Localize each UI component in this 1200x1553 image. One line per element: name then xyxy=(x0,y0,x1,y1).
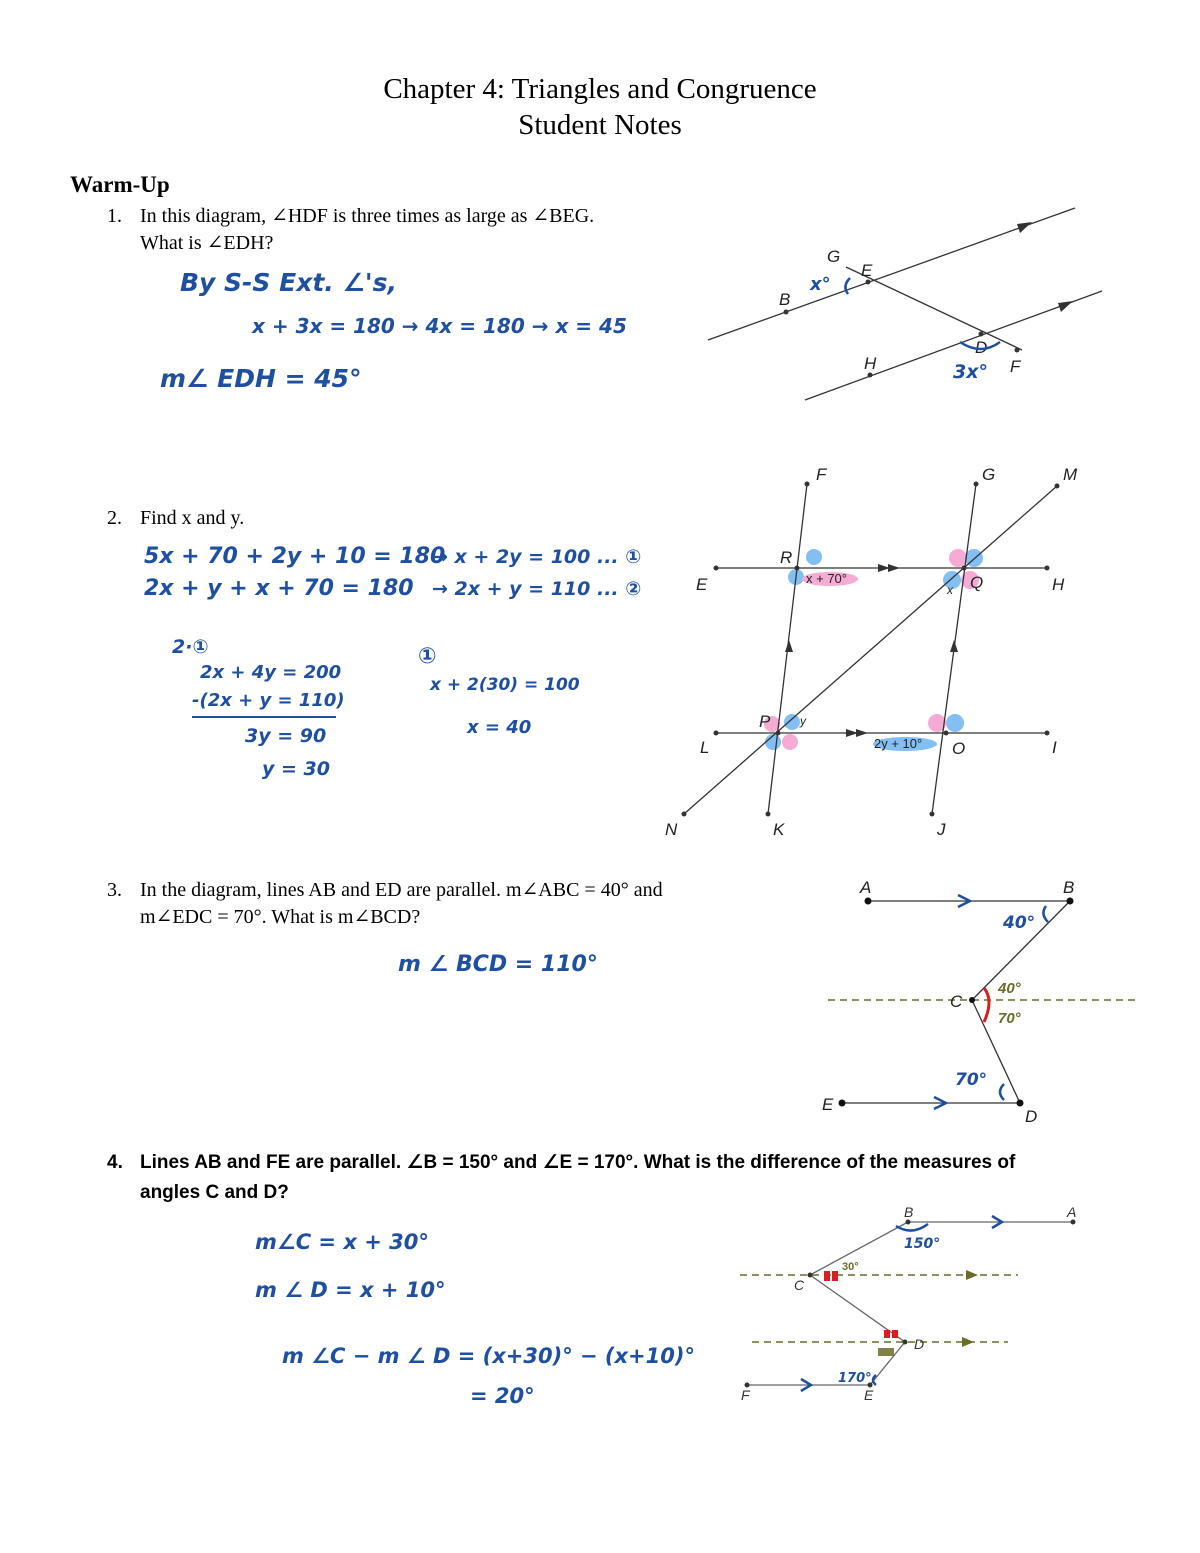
q2-work-eq1: 5x + 70 + 2y + 10 = 180 xyxy=(144,544,446,569)
q1-angle-x: x° xyxy=(810,274,831,295)
q2-label-l: L xyxy=(700,738,710,757)
q3-angle-d: 70° xyxy=(955,1070,988,1090)
question-3-line1: In the diagram, lines AB and ED are parallel. m∠ABC = 40° and xyxy=(140,879,663,901)
q2-label-f: F xyxy=(816,465,827,484)
q1-work-line2: x + 3x = 180 → 4x = 180 → x = 45 xyxy=(252,314,627,338)
q1-work-line3: m∠ EDH = 45° xyxy=(160,364,362,393)
q4-work-d: m ∠ D = x + 10° xyxy=(255,1278,446,1302)
q1-label-h: H xyxy=(864,354,877,373)
q4-angle-c: 30° xyxy=(842,1261,859,1273)
q2-work-b2: x = 40 xyxy=(467,717,532,738)
q2-work-eq1-simplified: → x + 2y = 100 ... ① xyxy=(432,546,642,568)
q2-var-y: y xyxy=(800,714,806,728)
q2-label-o: O xyxy=(952,739,966,758)
q3-angle-b: 40° xyxy=(1003,913,1036,933)
q2-work-b1: x + 2(30) = 100 xyxy=(430,675,580,695)
section-heading: Warm-Up xyxy=(70,172,170,197)
page-title: Chapter 4: Triangles and Congruence xyxy=(383,73,817,105)
q2-label-q: Q xyxy=(970,573,984,592)
question-1-number: 1. xyxy=(107,205,122,227)
q2-label-n: N xyxy=(665,820,678,839)
q2-var-x: x xyxy=(947,583,953,597)
q2-expr-bottom: 2y + 10° xyxy=(874,736,923,751)
q1-angle-3x: 3x° xyxy=(953,361,988,383)
q2-work-a4: y = 30 xyxy=(262,758,330,780)
q4-line-cd xyxy=(810,1275,905,1342)
q4-label-a: A xyxy=(1067,1204,1077,1220)
q2-label-m: M xyxy=(1063,465,1078,484)
q1-work-line1: By S-S Ext. ∠'s, xyxy=(180,268,397,297)
page-subtitle: Student Notes xyxy=(518,109,682,141)
q3-label-e: E xyxy=(822,1095,834,1114)
q2-label-j: J xyxy=(937,820,946,839)
q2-work-eq2-simplified: → 2x + y = 110 ... ② xyxy=(432,578,642,600)
q1-label-g: G xyxy=(827,247,841,266)
question-1-line2: What is ∠EDH? xyxy=(140,232,274,254)
q3-label-b: B xyxy=(1063,878,1075,897)
question-1-line1: In this diagram, ∠HDF is three times as large as ∠BEG. xyxy=(140,205,595,227)
question-2-prompt: Find x and y. xyxy=(140,507,245,529)
q1-label-b: B xyxy=(779,290,791,309)
q2-label-k: K xyxy=(773,820,785,839)
q1-label-e: E xyxy=(861,261,873,280)
question-3-line2: m∠EDC = 70°. What is m∠BCD? xyxy=(140,906,421,928)
q1-label-d: D xyxy=(975,338,988,357)
q4-label-e: E xyxy=(864,1387,874,1403)
q1-label-f: F xyxy=(1010,357,1021,376)
q2-label-r: R xyxy=(780,548,793,567)
question-3-number: 3. xyxy=(107,879,122,901)
q3-label-c: C xyxy=(950,992,963,1011)
q4-work-c: m∠C = x + 30° xyxy=(255,1230,429,1254)
q2-work-a1: 2x + 4y = 200 xyxy=(200,662,342,683)
q4-line-bc xyxy=(810,1222,908,1275)
q2-work-step-label: 2·① xyxy=(172,636,209,658)
q4-label-f: F xyxy=(741,1387,750,1403)
q4-label-c: C xyxy=(794,1277,805,1293)
q3-work: m ∠ BCD = 110° xyxy=(398,952,598,977)
question-2-number: 2. xyxy=(107,507,122,529)
q4-label-d: D xyxy=(914,1336,925,1352)
q2-work-b-label: ① xyxy=(418,644,437,669)
q2-label-p: P xyxy=(759,712,771,731)
q2-label-e: E xyxy=(696,575,708,594)
q2-expr-top: x + 70° xyxy=(806,571,847,586)
q4-angle-b: 150° xyxy=(904,1236,941,1252)
q2-label-h: H xyxy=(1052,575,1065,594)
q3-label-a: A xyxy=(860,878,872,897)
question-4-line1: Lines AB and FE are parallel. ∠B = 150° and ∠E = 170°. What is the difference of the measures of xyxy=(140,1152,1016,1173)
q4-label-b: B xyxy=(904,1204,914,1220)
q3-label-d: D xyxy=(1025,1107,1038,1126)
question-4-line2: angles C and D? xyxy=(140,1182,289,1203)
q2-work-eq2: 2x + y + x + 70 = 180 xyxy=(144,576,414,601)
q4-angle-e: 170° xyxy=(838,1371,872,1386)
q2-work-a3: 3y = 90 xyxy=(245,725,327,747)
q2-work-a2: -(2x + y = 110) xyxy=(192,690,345,711)
q2-label-g: G xyxy=(982,465,996,484)
q4-work-result: = 20° xyxy=(470,1384,535,1408)
q3-angle-c-top: 40° xyxy=(998,980,1021,997)
q4-work-diff: m ∠C − m ∠ D = (x+30)° − (x+10)° xyxy=(282,1344,695,1368)
q3-angle-c-bottom: 70° xyxy=(998,1010,1021,1027)
q2-label-i: I xyxy=(1052,738,1057,757)
question-4-number: 4. xyxy=(107,1152,123,1173)
